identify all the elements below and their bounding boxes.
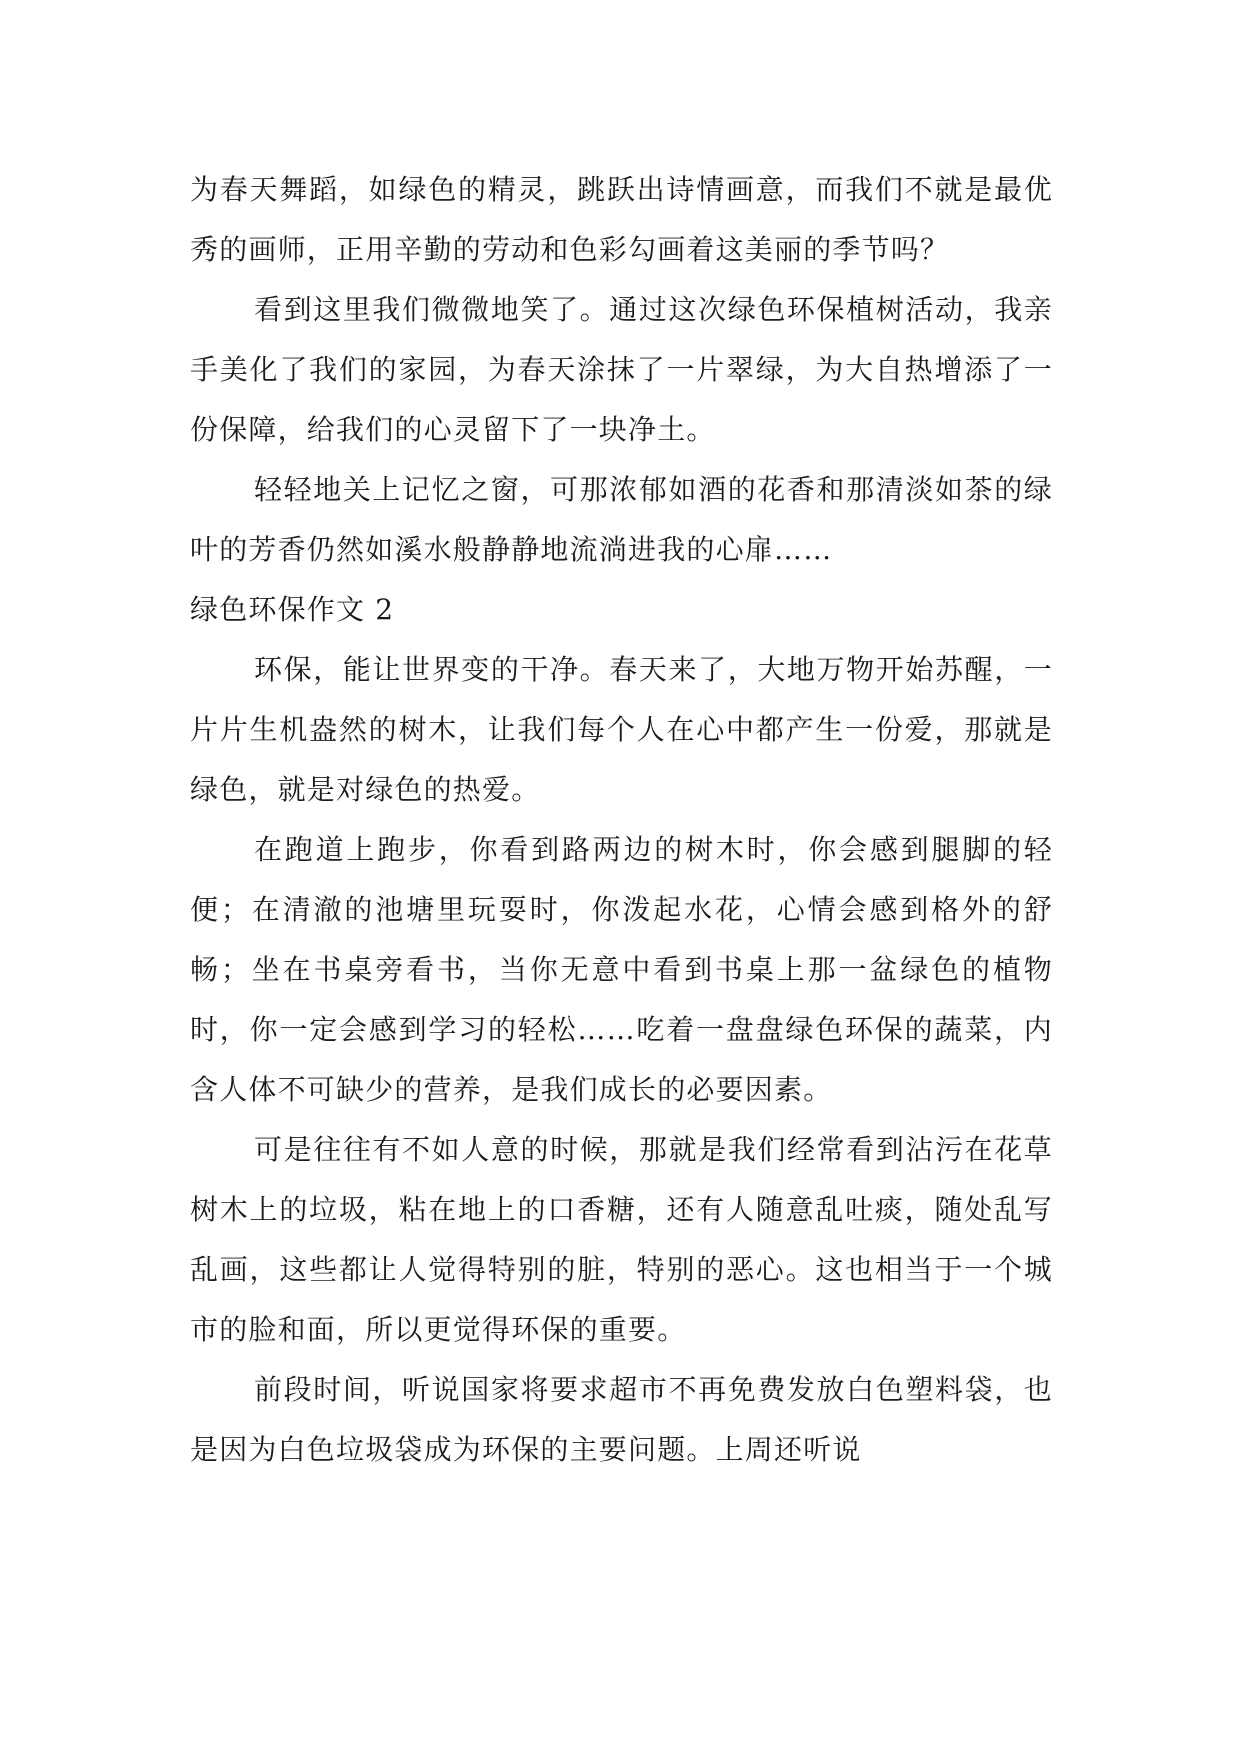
paragraph: 在跑道上跑步，你看到路两边的树木时，你会感到腿脚的轻便；在清澈的池塘里玩耍时，你泼起水花，心情会感到格外的舒畅；坐在书桌旁看书，当你无意中看到书桌上那一盆绿色的植物时，你一定会感到学习的轻松……吃着一盘盘绿色环保的蔬菜，内含人体不可缺少的营养，是我们成长的必要因素。 bbox=[190, 833, 1053, 1106]
document-body bbox=[190, 160, 1053, 1480]
paragraph: 看到这里我们微微地笑了。通过这次绿色环保植树活动，我亲手美化了我们的家园，为春天涂抹了一片翠绿，为大自热增添了一份保障，给我们的心灵留下了一块净土。 bbox=[190, 293, 1053, 446]
paragraph: 轻轻地关上记忆之窗，可那浓郁如酒的花香和那清淡如茶的绿叶的芳香仍然如溪水般静静地流淌进我的心扉…… bbox=[190, 473, 1053, 566]
paragraph: 环保，能让世界变的干净。春天来了，大地万物开始苏醒，一片片生机盎然的树木，让我们每个人在心中都产生一份爱，那就是绿色，就是对绿色的热爱。 bbox=[190, 653, 1053, 806]
paragraph-continuation: 为春天舞蹈，如绿色的精灵，跳跃出诗情画意，而我们不就是最优秀的画师，正用辛勤的劳动和色彩勾画着这美丽的季节吗？ bbox=[190, 173, 1053, 266]
paragraph: 前段时间，听说国家将要求超市不再免费发放白色塑料袋，也是因为白色垃圾袋成为环保的主要问题。上周还听说 bbox=[190, 1373, 1053, 1466]
section-title: 绿色环保作文 2 bbox=[190, 593, 395, 626]
paragraph: 可是往往有不如人意的时候，那就是我们经常看到沾污在花草树木上的垃圾，粘在地上的口香糖，还有人随意乱吐痰，随处乱写乱画，这些都让人觉得特别的脏，特别的恶心。这也相当于一个城市的脸和面，所以更觉得环保的重要。 bbox=[190, 1133, 1053, 1346]
